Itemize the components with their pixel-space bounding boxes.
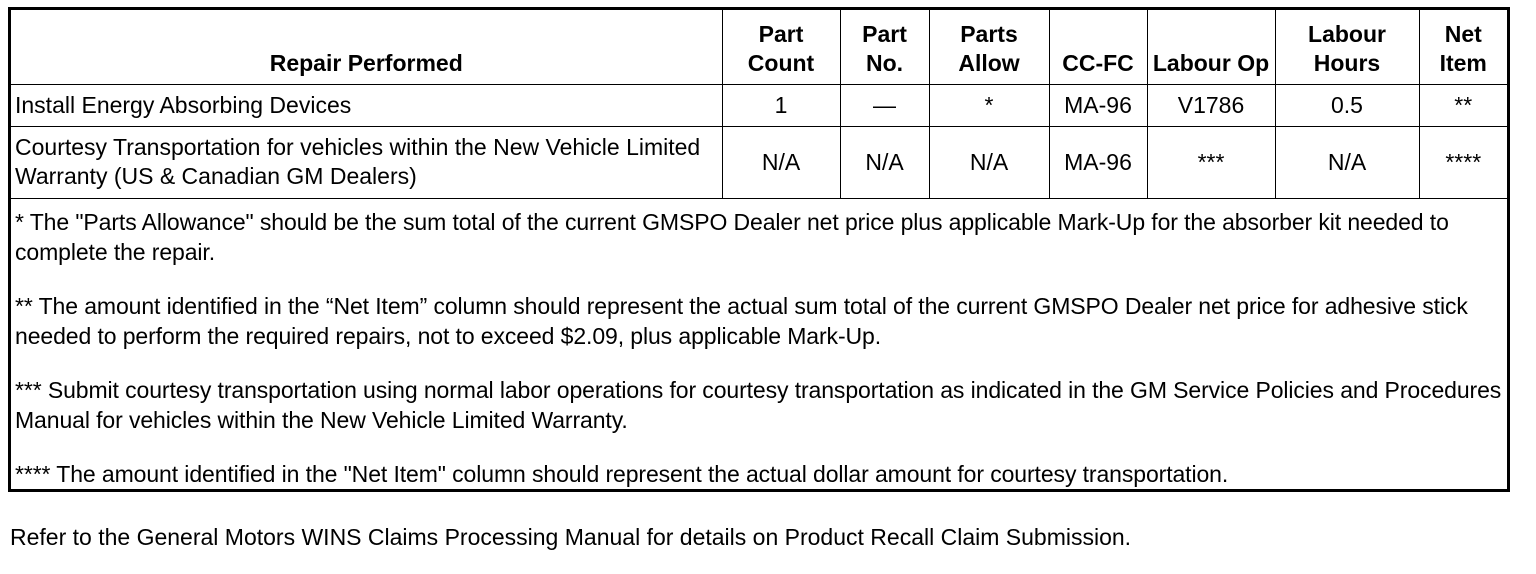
footnote: *** Submit courtesy transportation using normal labor operations for courtesy transportation as indicated in the GM Service Policies and Procedures Manual for vehicles within the New Vehicle Limited Warranty. <box>15 376 1502 433</box>
footnote: * The "Parts Allowance" should be the sum total of the current GMSPO Dealer net price plus applicable Mark-Up for the absorber kit needed to complete the repair. <box>15 208 1449 265</box>
column-header: Labour Hours <box>1275 10 1419 84</box>
notes-cell <box>11 198 1507 489</box>
footnote: **** The amount identified in the "Net Item" column should represent the actual dollar amount for courtesy transportation. <box>15 460 1229 487</box>
claims-manual-reference: Refer to the General Motors WINS Claims Processing Manual for details on Product Recall Claim Submission. <box>10 524 1132 550</box>
table-cell: — <box>840 84 929 126</box>
column-header: Repair Performed <box>11 10 722 84</box>
column-header: Part No. <box>840 10 929 84</box>
table-row <box>11 84 1507 126</box>
table-cell: **** <box>1419 126 1507 198</box>
table-cell: * <box>929 84 1049 126</box>
table-cell: V1786 <box>1147 84 1275 126</box>
table-cell: N/A <box>1275 126 1419 198</box>
table-row <box>11 126 1507 198</box>
notes-row <box>11 198 1507 489</box>
table-header-row <box>11 10 1507 84</box>
column-header: Net Item <box>1419 10 1507 84</box>
repair-description-cell: Courtesy Transportation for vehicles within the New Vehicle Limited Warranty (US & Canadian GM Dealers) <box>11 126 722 198</box>
column-header: Part Count <box>722 10 840 84</box>
table-cell: N/A <box>722 126 840 198</box>
column-header: Parts Allow <box>929 10 1049 84</box>
repair-description-cell: Install Energy Absorbing Devices <box>11 84 722 126</box>
table-cell: N/A <box>929 126 1049 198</box>
table-cell: MA-96 <box>1049 126 1147 198</box>
footnote: ** The amount identified in the “Net Item” column should represent the actual sum total of the current GMSPO Dealer net price for adhesive stick needed to perform the required repairs, not to exceed $2.09, plus applicable Mark-Up. <box>15 292 1468 349</box>
column-header: Labour Op <box>1147 10 1275 84</box>
table-cell: MA-96 <box>1049 84 1147 126</box>
table-cell: N/A <box>840 126 929 198</box>
table-cell: 0.5 <box>1275 84 1419 126</box>
table-cell: ** <box>1419 84 1507 126</box>
table-cell: 1 <box>722 84 840 126</box>
claim-table-frame <box>8 7 1510 492</box>
labor-claim-table <box>11 10 1507 489</box>
table-cell: *** <box>1147 126 1275 198</box>
column-header: CC-FC <box>1049 10 1147 84</box>
